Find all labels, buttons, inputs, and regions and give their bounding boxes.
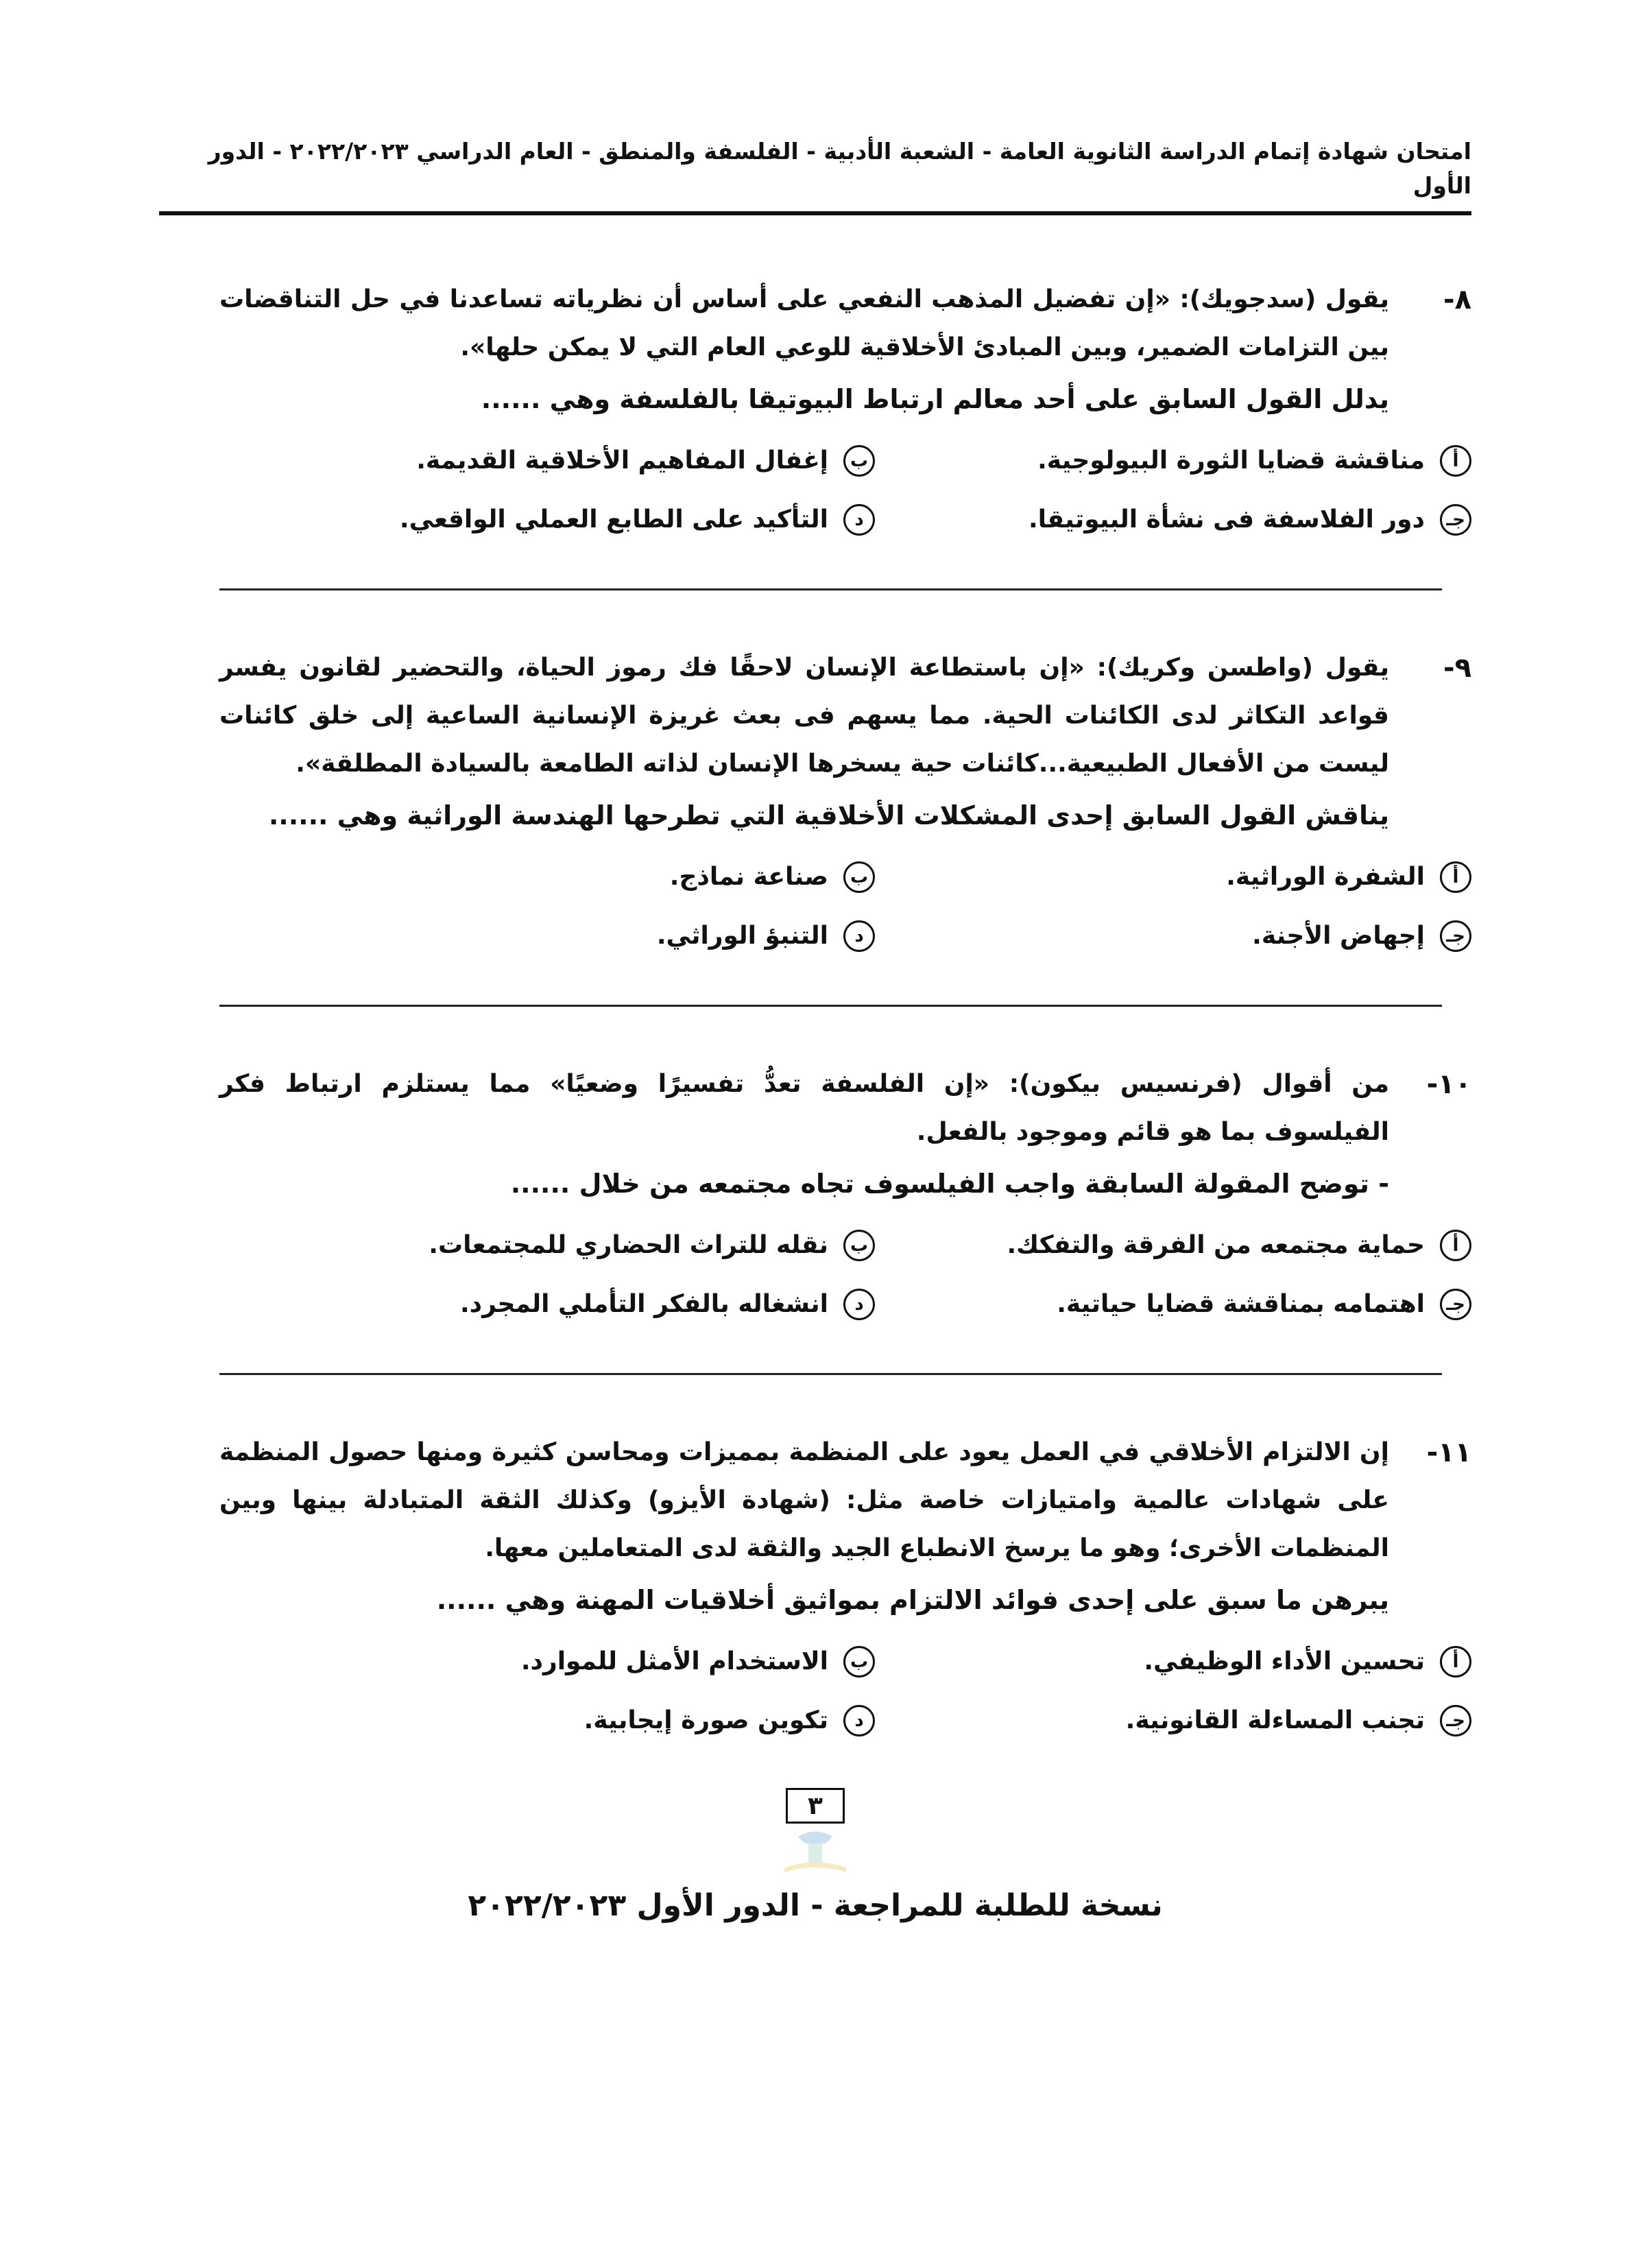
option-key-circle: أ <box>1440 1230 1471 1261</box>
option-key-circle: جـ <box>1440 1705 1471 1736</box>
option-c[interactable] <box>875 1285 1471 1324</box>
question-prompt: يناقش القول السابق إحدى المشكلات الأخلاقية التي تطرحها الهندسة الوراثية وهي ...... <box>268 800 1389 831</box>
question-separator <box>219 1373 1442 1375</box>
page-bottom <box>159 1788 1471 1926</box>
footer-text: نسخة للطلبة للمراجعة - الدور الأول ٢٠٢٢/٢٠٢٣ <box>468 1888 1163 1923</box>
option-key-circle: أ <box>1440 445 1471 477</box>
option-c[interactable] <box>875 1702 1471 1740</box>
question-options <box>219 442 1471 539</box>
question-options <box>219 1643 1471 1740</box>
option-b[interactable] <box>219 858 875 896</box>
option-text: دور الفلاسفة فى نشأة البيوتيقا. <box>1028 505 1425 534</box>
option-key-circle: ب <box>843 445 875 477</box>
exam-header-title: امتحان شهادة إتمام الدراسة الثانوية العامة - الشعبة الأدبية - الفلسفة والمنطق - العام الدراسي ٢٠٢٢/٢٠٢٣ - الدور الأول <box>208 138 1471 199</box>
option-text: التأكيد على الطابع العملي الواقعي. <box>399 505 828 534</box>
option-text: التنبؤ الوراثي. <box>656 922 828 950</box>
option-a[interactable] <box>875 1643 1471 1681</box>
nezakr-logo-icon <box>771 1826 860 1881</box>
question-block <box>159 1429 1471 1625</box>
option-b[interactable] <box>219 442 875 480</box>
option-key-circle: ب <box>843 861 875 893</box>
option-key-circle: أ <box>1440 861 1471 893</box>
option-text: تجنب المساءلة القانونية. <box>1125 1706 1425 1734</box>
option-a[interactable] <box>875 1226 1471 1265</box>
option-b[interactable] <box>219 1226 875 1265</box>
option-key-circle: جـ <box>1440 504 1471 536</box>
question-number: ١١- <box>1426 1437 1471 1468</box>
question-options <box>219 858 1471 955</box>
question-number: ١٠- <box>1426 1069 1471 1100</box>
option-text: صناعة نماذج. <box>669 863 828 891</box>
question-number: ٩- <box>1443 652 1471 684</box>
option-d[interactable] <box>219 501 875 539</box>
option-key-circle: ب <box>843 1230 875 1261</box>
question-separator <box>219 1005 1442 1007</box>
option-b[interactable] <box>219 1643 875 1681</box>
option-text: الاستخدام الأمثل للموارد. <box>520 1647 828 1675</box>
option-text: نقله للتراث الحضاري للمجتمعات. <box>429 1231 828 1259</box>
question-prompt: يدلل القول السابق على أحد معالم ارتباط البيوتيقا بالفلسفة وهي ...... <box>481 384 1389 414</box>
question-text: من أقوال (فرنسيس بيكون): «إن الفلسفة تعدُّ تفسيرًا وضعيًا» مما يستلزم ارتباط فكر الفيلسوف بما هو قائم وموجود بالفعل. <box>219 1070 1389 1146</box>
questions-list <box>159 276 1471 1740</box>
question-separator <box>219 588 1442 590</box>
question-prompt: يبرهن ما سبق على إحدى فوائد الالتزام بمواثيق أخلاقيات المهنة وهي ...... <box>436 1585 1389 1615</box>
question-number: ٨- <box>1443 284 1471 315</box>
option-key-circle: جـ <box>1440 1289 1471 1320</box>
option-text: حماية مجتمعه من الفرقة والتفكك. <box>1007 1231 1425 1259</box>
page-number: ٣ <box>786 1788 845 1824</box>
option-key-circle: د <box>843 920 875 952</box>
option-a[interactable] <box>875 858 1471 896</box>
question-prompt: - توضح المقولة السابقة واجب الفيلسوف تجاه مجتمعه من خلال ...... <box>510 1169 1389 1199</box>
option-text: اهتمامه بمناقشة قضايا حياتية. <box>1057 1290 1425 1318</box>
option-key-circle: ب <box>843 1646 875 1678</box>
header-divider <box>159 211 1471 215</box>
option-key-circle: د <box>843 1289 875 1320</box>
question-block <box>159 1060 1471 1208</box>
question-text: يقول (واطسن وكريك): «إن باستطاعة الإنسان لاحقًا فك رموز الحياة، والتحضير لقانون يفسر قواعد التكاثر لدى الكائنات الحية. مما يسهم فى بعث غريزة الإنسانية الساعية إلى خلق كائنات ليست من الأفعال الطبيعية...كائنات حية يسخرها الإنسان لذاته الطامعة بالسيادة المطلقة». <box>219 654 1389 778</box>
option-key-circle: د <box>843 1705 875 1736</box>
option-text: الشفرة الوراثية. <box>1226 863 1425 891</box>
question-block <box>159 644 1471 840</box>
option-text: تكوين صورة إيجابية. <box>584 1706 828 1734</box>
option-text: انشغاله بالفكر التأملي المجرد. <box>459 1290 828 1318</box>
option-text: إجهاض الأجنة. <box>1252 922 1425 950</box>
option-key-circle: د <box>843 504 875 536</box>
option-key-circle: جـ <box>1440 920 1471 952</box>
option-text: إغفال المفاهيم الأخلاقية القديمة. <box>416 446 828 475</box>
option-text: مناقشة قضايا الثورة البيولوجية. <box>1037 446 1425 475</box>
option-key-circle: أ <box>1440 1646 1471 1678</box>
option-d[interactable] <box>219 917 875 955</box>
option-d[interactable] <box>219 1285 875 1324</box>
option-a[interactable] <box>875 442 1471 480</box>
question-block <box>159 276 1471 424</box>
question-text: يقول (سدجويك): «إن تفضيل المذهب النفعي على أساس أن نظرياته تساعدنا في حل التناقضات بين التزامات الضمير، وبين المبادئ الأخلاقية للوعي العام التي لا يمكن حلها». <box>219 285 1389 361</box>
option-text: تحسين الأداء الوظيفي. <box>1144 1647 1425 1675</box>
option-c[interactable] <box>875 501 1471 539</box>
question-text: إن الالتزام الأخلاقي في العمل يعود على المنظمة بمميزات ومحاسن كثيرة ومنها حصول المنظمة على شهادات عالمية وامتيازات خاصة مثل: (شهادة الأيزو) وكذلك الثقة المتبادلة بينها وبين المنظمات الأخرى؛ وهو ما يرسخ الانطباع الجيد والثقة لدى المتعاملين معها. <box>219 1438 1389 1562</box>
option-d[interactable] <box>219 1702 875 1740</box>
option-c[interactable] <box>875 917 1471 955</box>
question-options <box>219 1226 1471 1324</box>
